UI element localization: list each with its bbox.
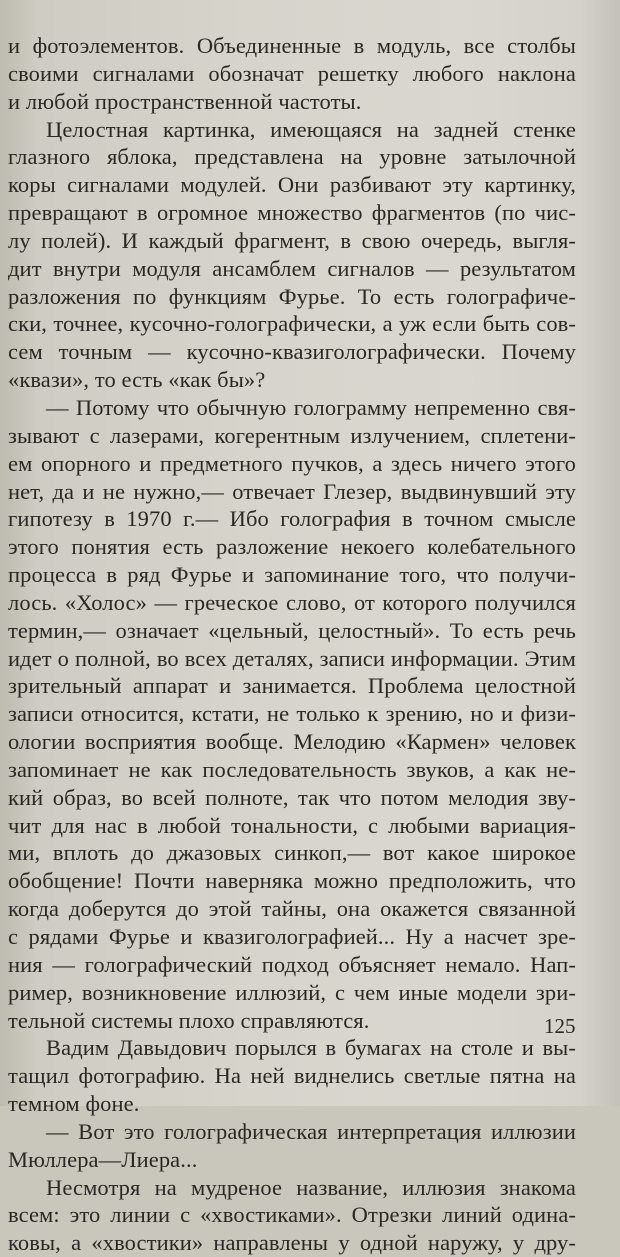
text-line: Целостная картинка, имеющаяся на задней стенке bbox=[46, 116, 576, 142]
text-line: ример, возникновение иллюзий, с чем иные модели зри- bbox=[8, 979, 576, 1005]
text-line: ми, вплоть до джазовых синкоп,— вот какое широкое bbox=[8, 840, 576, 866]
text-line: тащил фотографию. На ней виднелись светлые пятна на bbox=[8, 1063, 576, 1089]
text-line: ния — голографический подход объясняет немало. Нап- bbox=[8, 951, 576, 977]
text-line: своими сигналами обозначат решетку любого наклона bbox=[8, 60, 576, 86]
text-line: глазного яблока, представлена на уровне затылочной bbox=[8, 144, 576, 170]
text-line: коры сигналами модулей. Они разбивают эту картинку, bbox=[8, 172, 576, 198]
text-line: разложения по функциям Фурье. То есть голографиче- bbox=[8, 283, 576, 309]
text-line: термин,— означает «цельный, целостный». То есть речь bbox=[8, 617, 576, 643]
page-number: 125 bbox=[544, 1014, 576, 1038]
text-line: — Потому что обычную голограмму непременно свя- bbox=[46, 394, 576, 420]
text-line: всем: это линии с «хвостиками». Отрезки линий одина- bbox=[8, 1202, 576, 1228]
text-line: чит для нас в любой тональности, с любыми вариация- bbox=[8, 812, 576, 838]
page-edge-shadow bbox=[580, 0, 620, 1106]
text-line: ковы, а «хвостики» направлены у одной наружу, у дру- bbox=[8, 1230, 576, 1256]
text-line: тельной системы плохо справляются. bbox=[8, 1007, 370, 1033]
text-line: этого понятия есть разложение некоего колебательного bbox=[8, 534, 576, 560]
text-line: и любой пространственной частоты. bbox=[8, 88, 362, 114]
text-line: ем опорного и предметного пучков, а здесь ничего этого bbox=[8, 450, 576, 476]
text-line: запоминает не как последовательность звуков, а как не- bbox=[8, 756, 576, 782]
text-line: Вадим Давыдович порылся в бумагах на столе и вы- bbox=[46, 1035, 576, 1061]
text-line: процесса в ряд Фурье и запоминание того, что получи- bbox=[8, 562, 576, 588]
text-line: зрительный аппарат и занимается. Проблема целостной bbox=[8, 673, 576, 699]
text-line: лу полей). И каждый фрагмент, в свою очередь, выгля- bbox=[8, 227, 576, 253]
text-line: и фотоэлементов. Объединенные в модуль, все столбы bbox=[8, 33, 576, 58]
text-line: идет о полной, во всех деталях, записи информации. Этим bbox=[8, 645, 576, 671]
text-line: когда доберутся до этой тайны, она окажется связанной bbox=[8, 896, 576, 922]
text-line: обобщение! Почти наверняка можно предположить, что bbox=[8, 868, 576, 894]
text-line: ологии восприятия вообще. Мелодию «Кармен» человек bbox=[8, 729, 576, 755]
text-line: кий образ, во всей полноте, так что потом мелодия зву- bbox=[8, 784, 576, 810]
body-text bbox=[8, 32, 576, 1257]
text-line: дит внутри модуля ансамблем сигналов — результатом bbox=[8, 255, 576, 281]
text-line: «квази», то есть «как бы»? bbox=[8, 367, 266, 393]
text-line: зывают с лазерами, когерентным излучением, сплетени- bbox=[8, 422, 576, 448]
text-line: записи относится, кстати, не только к зрению, но и физи- bbox=[8, 701, 576, 727]
text-line: Несмотря на мудреное название, иллюзия знакома bbox=[46, 1174, 576, 1200]
text-line: сем точным — кусочно-квазиголографически. Почему bbox=[8, 339, 576, 365]
text-line: ски, точнее, кусочно-голографически, а уж если быть сов- bbox=[8, 311, 576, 337]
text-line: Мюллера—Лиера... bbox=[8, 1146, 198, 1172]
text-line: нет, да и не нужно,— отвечает Глезер, выдвинувший эту bbox=[8, 478, 576, 504]
text-line: превращают в огромное множество фрагментов (по чис- bbox=[8, 200, 576, 226]
text-line: темном фоне. bbox=[8, 1091, 140, 1117]
text-line: гипотезу в 1970 г.— Ибо голография в точном смысле bbox=[8, 506, 576, 532]
text-line: с рядами Фурье и квазиголографией... Ну а насчет зре- bbox=[8, 924, 576, 949]
text-line: — Вот это голографическая интерпретация иллюзии bbox=[46, 1118, 576, 1144]
text-line: лось. «Холос» — греческое слово, от которого получился bbox=[8, 589, 576, 615]
